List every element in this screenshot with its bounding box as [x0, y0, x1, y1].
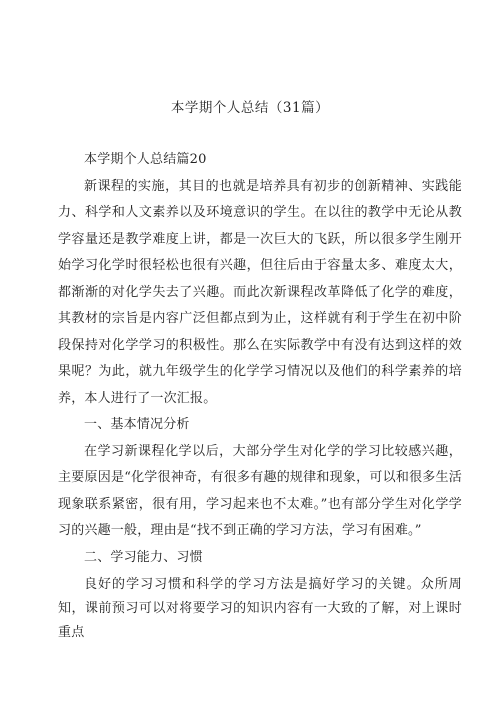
section-heading: 本学期个人总结篇20	[84, 152, 207, 167]
section-heading: 一、基本情况分析	[84, 417, 190, 432]
section-heading: 二、学习能力、习惯	[84, 549, 203, 565]
body-paragraph: 新课程的实施，其目的也就是培养具有初步的创新精神、实践能力、科学和人文素养以及环境意识的学生。在以往的教学中无论从教学容量还是教学难度上讲，都是一次巨大的飞跃，所以很多学生刚开始学习化学时很轻松也很有兴趣，但往后由于容量太多、难度太大，都渐渐的对化学失去了兴趣。而此次新课程改革降低了化学的难度，其教材的宗旨是内容广泛但都点到为止，这样就有利于学生在初中阶段保持对化学学习的积极性。那么在实际教学中有没有达到这样的效果呢？为此，就九年级学生的化学学习情况以及他们的科学素养的培养，本人进行了一次汇报。	[58, 178, 462, 406]
body-paragraph: 良好的学习习惯和科学的学习方法是搞好学习的关键。众所周知，课前预习可以对将要学习的知识内容有一大致的了解，对上课时重点	[58, 577, 462, 640]
body-paragraph: 在学习新课程化学以后，大部分学生对化学的学习比较感兴趣，主要原因是“化学很神奇，有很多有趣的规律和现象，可以和很多生活现象联系紧密，很有用，学习起来也不太难。”也有部分学生对化学学习的兴趣一般，理由是“找不到正确的学习方法，学习有困难。”	[58, 443, 462, 538]
document-body	[58, 147, 462, 645]
document-title: 本学期个人总结（31篇）	[170, 100, 330, 116]
